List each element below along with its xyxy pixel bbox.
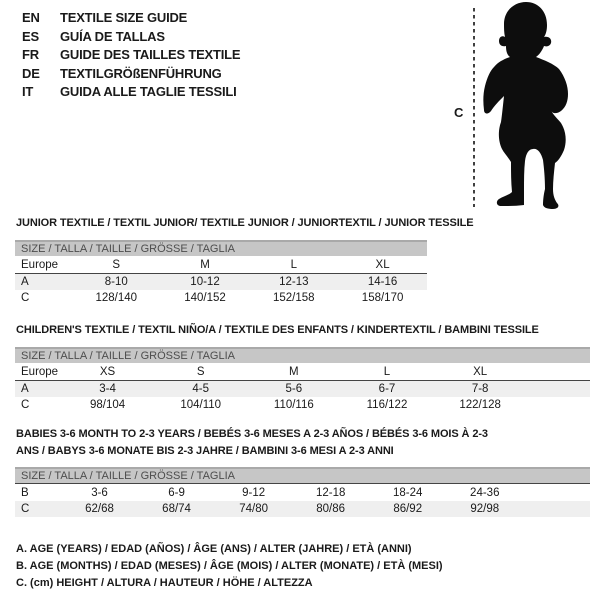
size-value-cell: 6-9: [138, 484, 215, 502]
height-measure-label: C: [454, 105, 464, 120]
guide-title: TEXTILE SIZE GUIDE: [60, 10, 188, 25]
size-value-cell: L: [383, 365, 391, 378]
baby-silhouette-icon: [466, 0, 592, 212]
row-label: A: [15, 274, 72, 291]
size-value-cell: XS: [99, 365, 116, 378]
language-title-list: [22, 9, 240, 102]
language-row: [22, 46, 240, 65]
footnote-c: C. (cm) HEIGHT / ALTURA / HAUTEUR / HÖHE / ALTEZZA: [16, 576, 313, 589]
size-value-cell: XL: [375, 258, 390, 271]
size-value-cell: 92/98: [446, 501, 523, 517]
row-label: Europe: [21, 258, 59, 271]
guide-title: GUÍA DE TALLAS: [60, 28, 165, 44]
spacer-cell: [527, 363, 590, 381]
size-value-cell: 14-16: [338, 274, 427, 291]
size-header-label: SIZE / TALLA / TAILLE / GRÖSSE / TAGLIA: [15, 468, 590, 484]
size-value-cell: 110/116: [273, 399, 314, 411]
children-size-table: [15, 347, 590, 413]
baby-silhouette-path: [483, 2, 568, 209]
guide-title: GUIDA ALLE TAGLIE TESSILI: [60, 84, 237, 99]
row-label: C: [15, 501, 61, 517]
size-value-cell: M: [200, 258, 210, 271]
size-value-cell: 128/140: [95, 292, 138, 304]
footnote-a: A. AGE (YEARS) / EDAD (AÑOS) / ÂGE (ANS) / ALTER (JAHRE) / ETÀ (ANNI): [16, 543, 412, 555]
legend-footnotes: [16, 541, 443, 591]
babies-size-table: [15, 467, 590, 517]
size-value-cell: XL: [473, 365, 488, 378]
size-value-cell: 122/128: [459, 399, 501, 411]
table-row: [15, 397, 590, 413]
children-table-title: CHILDREN'S TEXTILE / TEXTIL NIÑO/A / TEXTILE DES ENFANTS / KINDERTEXTIL / BAMBINI TESSILE: [16, 324, 539, 336]
size-value-cell: 104/110: [180, 399, 222, 411]
spacer-cell: [527, 397, 590, 413]
size-value-cell: 6-7: [340, 381, 433, 398]
language-code: ES: [22, 28, 39, 44]
size-value-cell: 12-13: [249, 274, 338, 291]
size-value-cell: 9-12: [215, 484, 292, 502]
size-value-cell: 5-6: [247, 381, 340, 398]
row-label: C: [21, 399, 30, 411]
table-row: [15, 290, 427, 306]
size-value-cell: 116/122: [366, 399, 408, 411]
size-value-cell: 68/74: [138, 501, 215, 517]
table-row: [15, 484, 590, 502]
size-value-cell: 152/158: [273, 292, 315, 304]
spacer-cell: [523, 501, 590, 517]
spacer-cell: [523, 484, 590, 502]
language-row: [22, 83, 240, 102]
size-value-cell: 7-8: [434, 381, 527, 398]
size-value-cell: 18-24: [369, 484, 446, 502]
size-header-label: SIZE / TALLA / TAILLE / GRÖSSE / TAGLIA: [15, 348, 590, 363]
guide-title: TEXTILGRÖßENFÜHRUNG: [60, 65, 222, 81]
row-label: B: [15, 484, 61, 502]
size-value-cell: 86/92: [369, 501, 446, 517]
size-value-cell: 140/152: [184, 292, 226, 304]
size-value-cell: 98/104: [89, 399, 126, 411]
size-value-cell: 24-36: [446, 484, 523, 502]
size-header-label: SIZE / TALLA / TAILLE / GRÖSSE / TAGLIA: [15, 241, 427, 256]
size-header-bar: [15, 468, 590, 484]
language-code: IT: [22, 84, 34, 99]
language-code: DE: [22, 65, 40, 81]
table-row: [15, 274, 427, 291]
language-row: [22, 28, 240, 47]
size-value-cell: L: [290, 258, 297, 271]
language-row: [22, 65, 240, 84]
junior-table-title: JUNIOR TEXTILE / TEXTIL JUNIOR/ TEXTILE JUNIOR / JUNIORTEXTIL / JUNIOR TESSILE: [16, 217, 474, 229]
language-code: EN: [22, 10, 40, 25]
size-value-cell: 10-12: [161, 274, 250, 291]
row-label: C: [21, 292, 30, 304]
size-value-cell: M: [289, 365, 299, 378]
language-row: [22, 9, 240, 28]
size-header-bar: [15, 241, 427, 256]
language-code: FR: [22, 47, 39, 62]
size-value-cell: 3-4: [61, 381, 154, 398]
size-value-cell: 3-6: [61, 484, 138, 502]
size-value-cell: 62/68: [61, 501, 138, 517]
table-row: [15, 381, 590, 398]
size-value-cell: S: [196, 365, 205, 378]
size-value-cell: 8-10: [72, 274, 161, 291]
size-value-cell: 12-18: [292, 484, 369, 502]
size-value-cell: 4-5: [154, 381, 247, 398]
size-value-cell: 80/86: [292, 501, 369, 517]
table-row: [15, 363, 590, 381]
babies-table-title: BABIES 3-6 MONTH TO 2-3 YEARS / BEBÉS 3-6 MESES A 2-3 AÑOS / BÉBÉS 3-6 MOIS À 2-3 ANS / BABYS 3-6 MONATE BIS 2-3 JAHRE / BAMBINI 3-6 MESI A 2-3 ANNI: [16, 428, 488, 457]
size-value-cell: 74/80: [215, 501, 292, 517]
size-value-cell: S: [112, 258, 121, 271]
size-value-cell: 158/170: [361, 292, 404, 304]
row-label: Europe: [21, 365, 59, 378]
table-row: [15, 501, 590, 517]
guide-title: GUIDE DES TAILLES TEXTILE: [60, 47, 241, 62]
spacer-cell: [527, 381, 590, 398]
junior-size-table: [15, 240, 427, 306]
row-label: A: [15, 381, 61, 398]
footnote-b: B. AGE (MONTHS) / EDAD (MESES) / ÂGE (MOIS) / ALTER (MONATE) / ETÀ (MESI): [16, 559, 443, 572]
table-row: [15, 256, 427, 274]
size-header-bar: [15, 348, 590, 363]
